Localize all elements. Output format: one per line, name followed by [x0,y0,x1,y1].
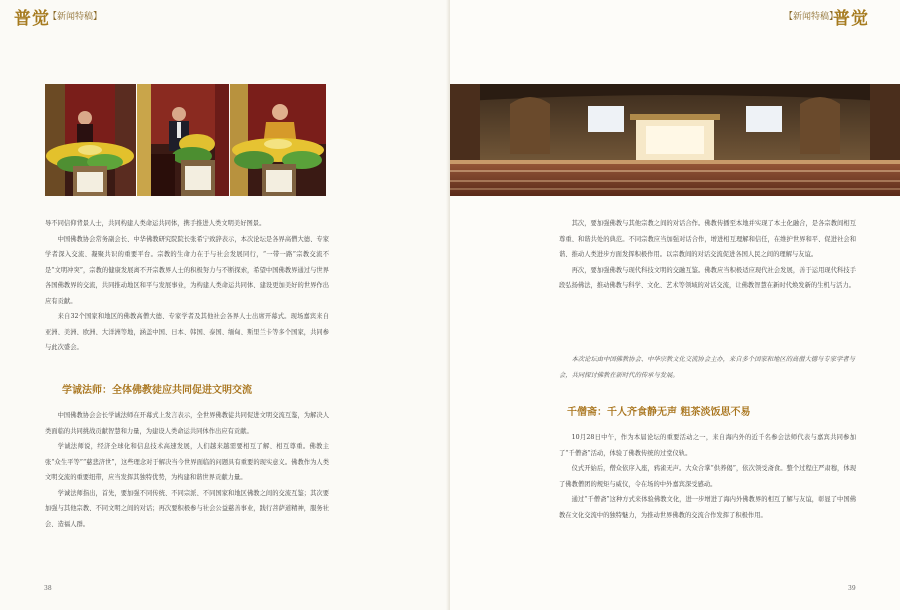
article-text [45,408,329,532]
magazine-logo: 普觉 [14,9,50,29]
intro-paragraph: 中国佛教协会常务副会长、中华佛教研究院院长张希宁致辞表示，本次论坛是各界高僧大德、专家学者深入交流、凝聚共识的重要平台。宗教的生命力在于与社会发展同行，“一带一路”宗教交流不是“文明冲突”，宗教的健康发展离不开宗教界人士的积极努力与不断探索，希望中国佛教界通过与世界各国佛教界的交流，共同推动地区和平与发展事业，为构建人类命运共同体、建设更加美好的世界作出应有贡献。 [45,235,329,305]
page-number: 39 [848,585,856,592]
intro-text [45,216,329,356]
article-paragraph: 再次，要加强佛教与现代科技文明的交融互鉴。佛教应当积极适应现代社会发展，善于运用现代科技手段弘扬佛法，推动佛教与科学、文化、艺术等领域的对话交流，让佛教智慧在新时代焕发新的生机与活力。 [559,266,856,289]
section-tag: 【新闻特稿】 [784,12,839,22]
photo-speaker-man [137,84,229,196]
editor-note: 本次论坛由中国佛教协会、中华宗教文化交流协会主办，来自多个国家和地区的高僧大德与专家学者与会，共同探讨佛教在新时代的传承与发展。 [559,356,855,379]
photo-speaker-monk [230,84,326,196]
article-paragraph: 其次，要加强佛教与其他宗教之间的对话合作。佛教传播至本地并实现了本土化融合，是各宗教间相互尊重、和谐共处的典范。不同宗教应当加强对话合作，增进相互理解和信任，在维护世界和平、促进社会和谐、推动人类进步方面发挥积极作用。以宗教间的对话交流促进各国人民之间的理解与友谊。 [559,220,856,258]
section-heading: 千僧斋：千人齐食静无声 粗茶淡饭思不易 [567,407,751,418]
intro-paragraph: 来自32个国家和地区的佛教高僧大德、专家学者及其他社会各界人士出席开幕式。现场嘉宾来自亚洲、美洲、欧洲、大洋洲等地，涵盖中国、日本、韩国、泰国、缅甸、斯里兰卡等多个国家，共同参与此次盛会。 [45,313,329,351]
right-page [450,0,900,610]
article-paragraph: 仪式开始后，僧众依序入座，鸦雀无声。大众合掌“供养偈”，依次领受斋食。整个过程庄严肃穆，体现了佛教僧团的规矩与威仪，令在场的中外嘉宾深受感动。 [559,465,856,488]
page-number: 38 [44,585,52,592]
article-paragraph: 学诚法师指出，首先，要加强不同传统、不同宗派、不同国家和地区佛教之间的交流互鉴；其次要加强与其他宗教、不同文明之间的对话；再次要积极参与社会公益慈善事业，践行菩萨道精神，服务社会、造福人群。 [45,489,329,528]
magazine-logo: 普觉 [833,9,869,29]
article-paragraph: 中国佛教协会会长学诚法师在开幕式上发言表示，全世界佛教徒共同促进文明交流互鉴，为解决人类面临的共同挑战贡献智慧和力量，为建设人类命运共同体作出应有贡献。 [45,412,329,435]
article-text [559,216,856,294]
section-heading: 学诚法师：全体佛教徒应共同促进文明交流 [62,385,252,396]
article-text [559,430,856,523]
article-paragraph: 学诚法师说，经济全球化和信息技术高速发展，人们越来越需要相互了解、相互尊重。佛教主张“众生平等”“慈悲济世”，这些理念对于解决当今世界面临的问题具有重要的现实意义。佛教作为人类文明交流的重要纽带，应当发挥其独特优势，为构建和谐世界贡献力量。 [45,443,329,481]
article-paragraph: 通过“千僧斋”这种方式来体验佛教文化，进一步增进了海内外佛教界的相互了解与友谊，彰显了中国佛教在文化交流中的独特魅力，为推动世界佛教的交流合作发挥了积极作用。 [559,496,856,519]
photo-speaker-woman [45,84,136,196]
photo-conference-hall [450,84,900,196]
section-tag: 【新闻特稿】 [48,12,103,22]
article-paragraph: 10月28日中午，作为本届论坛的重要活动之一，来自海内外的近千名参会法师代表与嘉宾共同参加了“千僧斋”活动，体验了佛教传统的过堂仪轨。 [559,434,856,457]
intro-paragraph: 导不同信仰背景人士，共同构建人类命运共同体，携手推进人类文明美好图景。 [45,220,266,227]
